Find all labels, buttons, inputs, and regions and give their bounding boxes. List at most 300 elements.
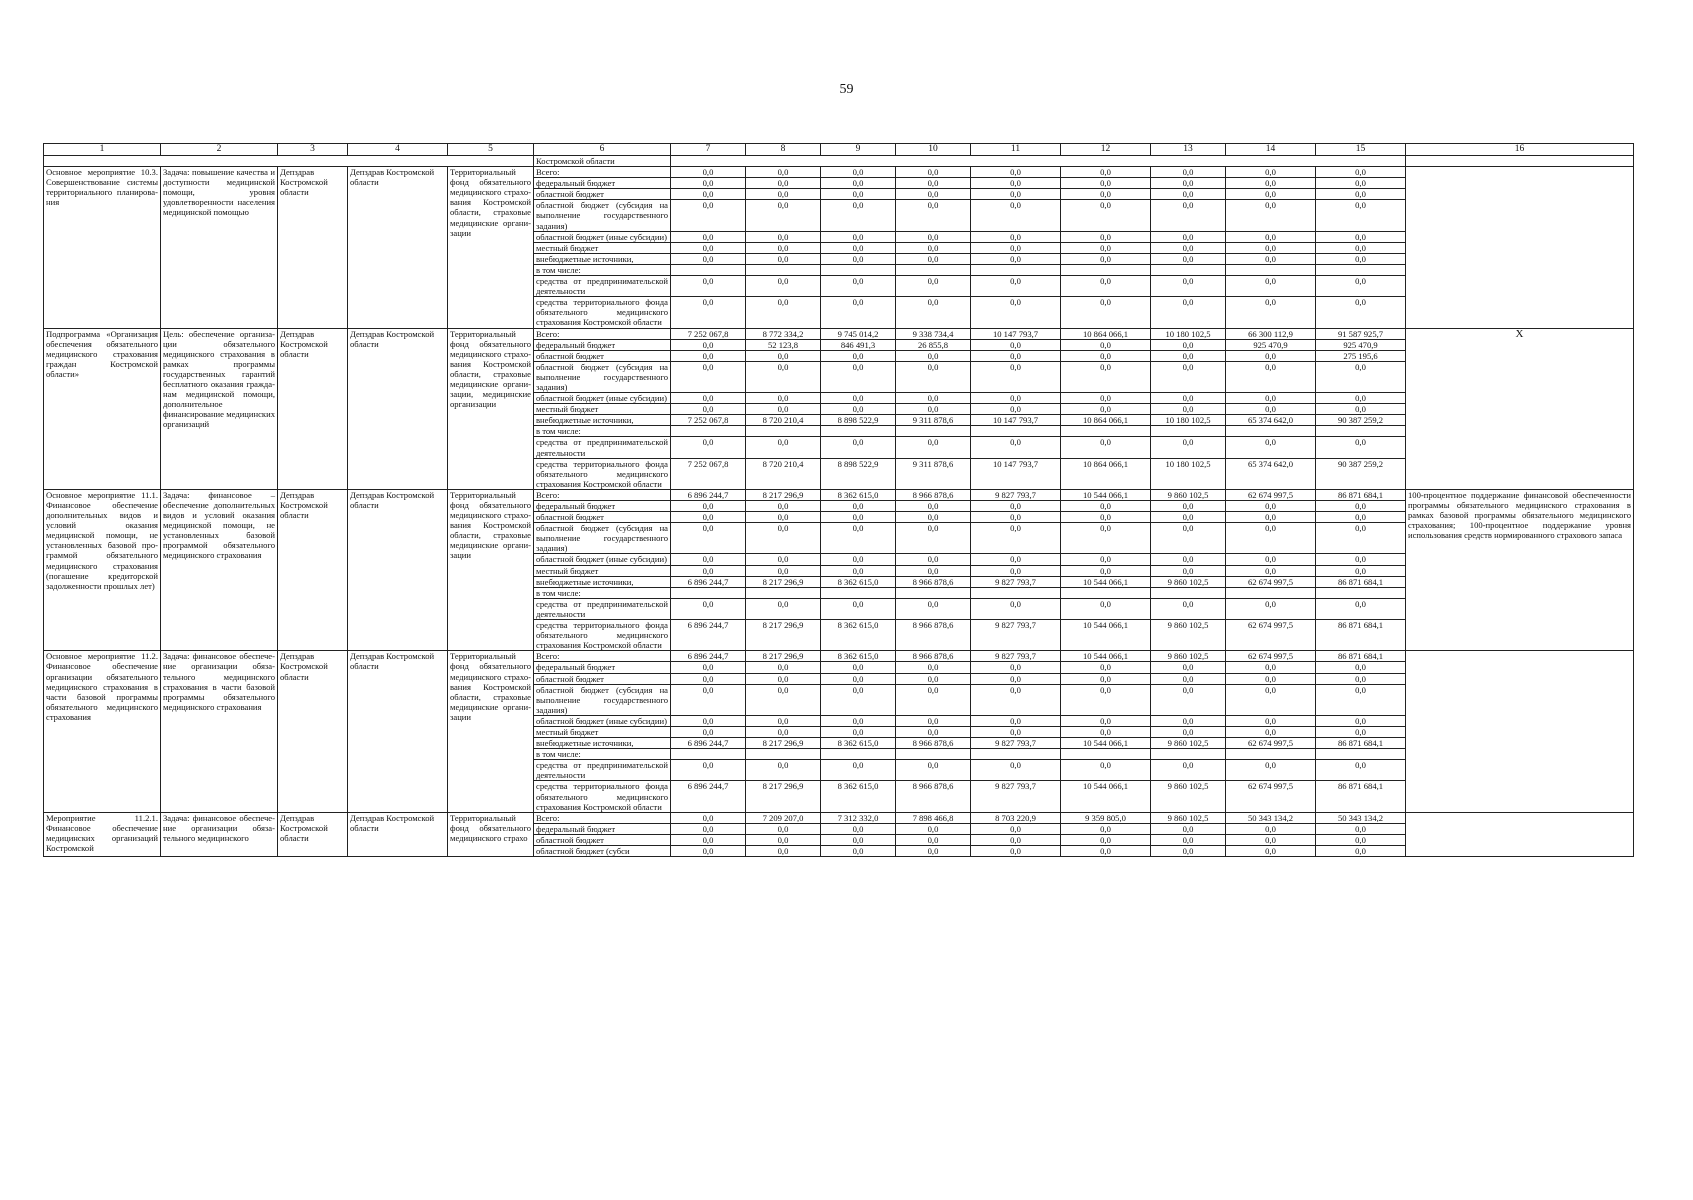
funding-source-cell: местный бюджет [534, 726, 671, 737]
amount-cell: 0,0 [1151, 189, 1226, 200]
amount-cell: 86 871 684,1 [1316, 781, 1406, 812]
amount-cell: 0,0 [1316, 231, 1406, 242]
amount-cell: 50 343 134,2 [1226, 812, 1316, 823]
amount-cell: 0,0 [1316, 565, 1406, 576]
amount-cell: 0,0 [971, 760, 1061, 781]
amount-cell: 0,0 [1061, 662, 1151, 673]
amount-cell [971, 587, 1061, 598]
amount-cell: 0,0 [1226, 523, 1316, 554]
amount-cell: 0,0 [1061, 404, 1151, 415]
amount-cell: 0,0 [971, 523, 1061, 554]
amount-cell: 0,0 [1226, 760, 1316, 781]
amount-cell: 6 896 244,7 [671, 576, 746, 587]
amount-cell: 0,0 [671, 167, 746, 178]
amount-cell: 8 966 878,6 [896, 489, 971, 500]
amount-cell: 0,0 [896, 565, 971, 576]
amount-cell: 10 544 066,1 [1061, 651, 1151, 662]
amount-cell: 0,0 [1151, 253, 1226, 264]
funding-source-cell: местный бюджет [534, 242, 671, 253]
amount-cell: 0,0 [1151, 684, 1226, 715]
amount-cell: 91 587 925,7 [1316, 328, 1406, 339]
amount-cell: 0,0 [821, 178, 896, 189]
amount-cell: 0,0 [1151, 242, 1226, 253]
amount-cell: 0,0 [1226, 253, 1316, 264]
amount-cell: 0,0 [746, 565, 821, 576]
amount-cell: 0,0 [971, 598, 1061, 619]
amount-cell: 6 896 244,7 [671, 738, 746, 749]
amount-cell: 8 966 878,6 [896, 738, 971, 749]
amount-cell: 86 871 684,1 [1316, 576, 1406, 587]
amount-cell [896, 749, 971, 760]
program-name-cell: Основное мероприятие 11.2. Финансовое обеспечение организации обязательного медицинского страхования в части базовой программы обязательного медицинского страхования [44, 651, 161, 812]
amount-cell: 0,0 [896, 404, 971, 415]
amount-cell [971, 264, 1061, 275]
amount-cell: 0,0 [1151, 598, 1226, 619]
amount-cell: 0,0 [746, 231, 821, 242]
expected-result-cell [1406, 812, 1634, 856]
amount-cell: 0,0 [746, 361, 821, 392]
amount-cell: 9 860 102,5 [1151, 489, 1226, 500]
amount-cell: 0,0 [1061, 350, 1151, 361]
amount-cell [1226, 587, 1316, 598]
amount-cell [1316, 426, 1406, 437]
amount-cell: 0,0 [896, 189, 971, 200]
amount-cell: 0,0 [671, 662, 746, 673]
amount-cell: 0,0 [746, 167, 821, 178]
amount-cell: 0,0 [671, 812, 746, 823]
funding-source-cell: средства от предпринимательской деятельности [534, 760, 671, 781]
amount-cell: 0,0 [671, 242, 746, 253]
participants-cell: Территориальный фонд обязательного медицинского страхования Костромской области, страховые медицинские организации, медицинские организации [448, 328, 534, 489]
amount-cell: 8 966 878,6 [896, 781, 971, 812]
amount-cell: 8 217 296,9 [746, 738, 821, 749]
amount-cell: 0,0 [1226, 404, 1316, 415]
amount-cell [1151, 749, 1226, 760]
column-number: 9 [821, 144, 896, 156]
amount-cell: 0,0 [671, 554, 746, 565]
participants-cell: Территориальный фонд обязательного медицинского страхования Костромской области, страховые медицинские организации [448, 489, 534, 650]
amount-cell: 0,0 [896, 523, 971, 554]
column-number: 2 [161, 144, 278, 156]
amount-cell: 0,0 [746, 823, 821, 834]
amount-cell: 0,0 [1226, 501, 1316, 512]
amount-cell: 86 871 684,1 [1316, 738, 1406, 749]
amount-cell: 0,0 [971, 189, 1061, 200]
amount-cell: 0,0 [971, 501, 1061, 512]
amount-cell: 9 860 102,5 [1151, 651, 1226, 662]
amount-cell: 10 147 793,7 [971, 415, 1061, 426]
amount-cell: 62 674 997,5 [1226, 620, 1316, 651]
amount-cell: 8 720 210,4 [746, 415, 821, 426]
amount-cell: 9 827 793,7 [971, 620, 1061, 651]
amount-cell: 0,0 [1061, 512, 1151, 523]
goal-cell: Цель: обеспечение организации обязательного медицинского страхования в рамках программы государственных гарантий бесплатного оказания гражданам медицинской помощи, дополнительное финансирование медицинских организаций [161, 328, 278, 489]
amount-cell: 275 195,6 [1316, 350, 1406, 361]
amount-cell: 0,0 [1151, 726, 1226, 737]
amount-cell: 0,0 [821, 523, 896, 554]
amount-cell: 0,0 [971, 565, 1061, 576]
amount-cell: 0,0 [971, 393, 1061, 404]
amount-cell: 0,0 [971, 276, 1061, 297]
amount-cell: 0,0 [1316, 361, 1406, 392]
amount-cell: 0,0 [671, 231, 746, 242]
amount-cell: 0,0 [1316, 684, 1406, 715]
participants-cell: Территориальный фонд обязательного медицинского страхования Костромской области, страховые медицинские организации [448, 651, 534, 812]
amount-cell: 9 827 793,7 [971, 489, 1061, 500]
amount-cell: 0,0 [671, 715, 746, 726]
amount-cell: 0,0 [821, 823, 896, 834]
amount-cell: 0,0 [821, 393, 896, 404]
amount-cell: 9 827 793,7 [971, 738, 1061, 749]
executor-cell: Депздрав Костромской области [278, 167, 348, 328]
amount-cell: 0,0 [746, 523, 821, 554]
amount-cell: 86 871 684,1 [1316, 651, 1406, 662]
program-name-cell: Подпрограмма «Организация обеспечения обязательного медицинского страхования граждан Костромской области» [44, 328, 161, 489]
executor-cell: Депздрав Костромской области [278, 651, 348, 812]
amount-cell: 8 362 615,0 [821, 781, 896, 812]
amount-cell: 0,0 [971, 512, 1061, 523]
amount-cell: 0,0 [746, 200, 821, 231]
amount-cell: 0,0 [746, 501, 821, 512]
amount-cell: 0,0 [1316, 554, 1406, 565]
budget-row [44, 328, 1634, 339]
amount-cell: 0,0 [821, 253, 896, 264]
budget-row [44, 812, 1634, 823]
amount-cell: 10 864 066,1 [1061, 415, 1151, 426]
amount-cell: 0,0 [821, 715, 896, 726]
amount-cell: 0,0 [1151, 393, 1226, 404]
amount-cell: 0,0 [896, 276, 971, 297]
amount-cell: 8 898 522,9 [821, 415, 896, 426]
amount-cell: 0,0 [821, 834, 896, 845]
amount-cell: 8 362 615,0 [821, 738, 896, 749]
column-number: 4 [348, 144, 448, 156]
amount-cell: 0,0 [671, 297, 746, 328]
amount-cell: 8 362 615,0 [821, 620, 896, 651]
amount-cell: 0,0 [1226, 565, 1316, 576]
amount-cell [746, 426, 821, 437]
amount-cell: 0,0 [746, 242, 821, 253]
amount-cell: 0,0 [1226, 846, 1316, 857]
amount-cell: 0,0 [671, 565, 746, 576]
amount-cell: 0,0 [671, 760, 746, 781]
column-number: 10 [896, 144, 971, 156]
amount-cell: 0,0 [1061, 276, 1151, 297]
funding-source-cell: средства территориального фонда обязательного медицинского страхования Костромской области [534, 620, 671, 651]
amount-cell: 0,0 [971, 361, 1061, 392]
amount-cell: 0,0 [896, 501, 971, 512]
column-number: 7 [671, 144, 746, 156]
amount-cell [1316, 587, 1406, 598]
column-number: 12 [1061, 144, 1151, 156]
amount-cell: 65 374 642,0 [1226, 458, 1316, 489]
executor-cell: Депздрав Костромской области [278, 489, 348, 650]
amount-cell: 0,0 [1061, 297, 1151, 328]
amount-cell: 0,0 [671, 598, 746, 619]
amount-cell: 7 898 466,8 [896, 812, 971, 823]
amount-cell: 0,0 [1316, 823, 1406, 834]
coexecutor-cell: Депздрав Костромской области [348, 651, 448, 812]
amount-cell: 0,0 [821, 726, 896, 737]
amount-cell: 0,0 [1226, 437, 1316, 458]
amount-cell: 0,0 [971, 673, 1061, 684]
amount-cell: 0,0 [821, 565, 896, 576]
amount-cell: 0,0 [1151, 760, 1226, 781]
goal-cell: Задача: финансовое обеспечение организации обязательного медицинского страхования в части базовой программы обязательного медицинского страхования [161, 651, 278, 812]
amount-cell: 0,0 [1316, 598, 1406, 619]
funding-source-cell: областной бюджет (субси [534, 846, 671, 857]
amount-cell [896, 587, 971, 598]
amount-cell: 0,0 [1061, 598, 1151, 619]
amount-cell: 0,0 [1316, 167, 1406, 178]
amount-cell: 0,0 [746, 178, 821, 189]
amount-cell: 0,0 [821, 361, 896, 392]
amount-cell: 8 217 296,9 [746, 781, 821, 812]
amount-cell [821, 749, 896, 760]
amount-cell: 0,0 [971, 253, 1061, 264]
amount-cell [671, 264, 746, 275]
budget-table [43, 143, 1634, 857]
amount-cell: 0,0 [1316, 178, 1406, 189]
amount-cell: 0,0 [671, 178, 746, 189]
amount-cell: 0,0 [1316, 715, 1406, 726]
amount-cell: 0,0 [1061, 437, 1151, 458]
funding-source-cell: местный бюджет [534, 565, 671, 576]
amount-cell: 0,0 [1061, 554, 1151, 565]
funding-source-cell: областной бюджет (субсидия на выполнение государственного задания) [534, 684, 671, 715]
amount-cell: 10 544 066,1 [1061, 738, 1151, 749]
coexecutor-cell: Депздрав Костромской области [348, 489, 448, 650]
amount-cell: 0,0 [971, 231, 1061, 242]
amount-cell: 0,0 [1226, 715, 1316, 726]
funding-source-cell: федеральный бюджет [534, 339, 671, 350]
amount-cell: 0,0 [821, 846, 896, 857]
amount-cell: 0,0 [1061, 726, 1151, 737]
funding-source-cell: федеральный бюджет [534, 501, 671, 512]
amount-cell: 0,0 [1226, 554, 1316, 565]
amount-cell: 0,0 [671, 846, 746, 857]
amount-cell: 0,0 [671, 523, 746, 554]
amount-cell: 86 871 684,1 [1316, 489, 1406, 500]
column-number: 8 [746, 144, 821, 156]
executor-cell: Депздрав Костромской области [278, 812, 348, 856]
amount-cell [746, 264, 821, 275]
amount-cell: 0,0 [821, 662, 896, 673]
carry-over-row [44, 156, 1634, 167]
funding-source-cell: в том числе: [534, 749, 671, 760]
amount-cell: 50 343 134,2 [1316, 812, 1406, 823]
amount-cell: 7 252 067,8 [671, 415, 746, 426]
amount-cell: 0,0 [1151, 565, 1226, 576]
amount-cell: 0,0 [1316, 404, 1406, 415]
amount-cell: 0,0 [1226, 512, 1316, 523]
amount-cell: 0,0 [746, 437, 821, 458]
amount-cell [971, 749, 1061, 760]
amount-cell: 0,0 [1151, 200, 1226, 231]
amount-cell: 0,0 [671, 200, 746, 231]
amount-cell: 0,0 [746, 297, 821, 328]
amount-cell: 0,0 [671, 276, 746, 297]
funding-source-cell: средства от предпринимательской деятельности [534, 437, 671, 458]
amount-cell: 0,0 [1226, 684, 1316, 715]
amount-cell: 0,0 [1151, 339, 1226, 350]
amount-cell [896, 264, 971, 275]
amount-cell [1061, 426, 1151, 437]
funding-source-cell: средства от предпринимательской деятельности [534, 276, 671, 297]
amount-cell: 0,0 [1226, 242, 1316, 253]
amount-cell: 0,0 [896, 253, 971, 264]
amount-cell: 0,0 [671, 189, 746, 200]
amount-cell: 0,0 [1061, 501, 1151, 512]
funding-source-cell: областной бюджет [534, 350, 671, 361]
amount-cell: 0,0 [1226, 823, 1316, 834]
amount-cell: 0,0 [896, 598, 971, 619]
amount-cell: 0,0 [746, 393, 821, 404]
amount-cell: 0,0 [1226, 393, 1316, 404]
goal-cell: Задача: финансовое обеспечение организации обязательного медицинского [161, 812, 278, 856]
amount-cell: 0,0 [971, 242, 1061, 253]
amount-cell: 0,0 [1151, 178, 1226, 189]
funding-source-cell: областной бюджет (иные субсидии) [534, 393, 671, 404]
column-number: 15 [1316, 144, 1406, 156]
expected-result-cell [1406, 651, 1634, 812]
amount-cell: 0,0 [1061, 178, 1151, 189]
executor-cell: Депздрав Костромской области [278, 328, 348, 489]
amount-cell: 9 860 102,5 [1151, 620, 1226, 651]
amount-cell: 0,0 [671, 834, 746, 845]
amount-cell: 9 827 793,7 [971, 781, 1061, 812]
column-number: 16 [1406, 144, 1634, 156]
amount-cell: 0,0 [1151, 276, 1226, 297]
column-number: 13 [1151, 144, 1226, 156]
amount-cell: 0,0 [821, 598, 896, 619]
amount-cell: 0,0 [746, 715, 821, 726]
funding-source-cell: Всего: [534, 489, 671, 500]
amount-cell: 0,0 [1316, 242, 1406, 253]
amount-cell: 0,0 [1316, 726, 1406, 737]
amount-cell [671, 587, 746, 598]
program-name-cell: Мероприятие 11.2.1. Финансовое обеспечение медицинских организаций Костромской [44, 812, 161, 856]
amount-cell: 0,0 [671, 673, 746, 684]
amount-cell: 0,0 [1151, 404, 1226, 415]
amount-cell: 10 864 066,1 [1061, 328, 1151, 339]
expected-result-cell: X [1406, 328, 1634, 489]
amount-cell: 0,0 [1061, 242, 1151, 253]
amount-cell: 0,0 [821, 512, 896, 523]
amount-cell: 0,0 [671, 350, 746, 361]
amount-cell: 90 387 259,2 [1316, 458, 1406, 489]
amount-cell: 0,0 [671, 437, 746, 458]
amount-cell: 0,0 [671, 512, 746, 523]
amount-cell [1151, 264, 1226, 275]
amount-cell: 0,0 [671, 393, 746, 404]
amount-cell: 10 864 066,1 [1061, 458, 1151, 489]
amount-cell [971, 426, 1061, 437]
funding-source-cell: федеральный бюджет [534, 178, 671, 189]
amount-cell: 0,0 [821, 297, 896, 328]
coexecutor-cell: Депздрав Костромской области [348, 328, 448, 489]
amount-cell: 0,0 [1316, 189, 1406, 200]
funding-source-cell: областной бюджет (субсидия на выполнение государственного задания) [534, 523, 671, 554]
coexecutor-cell: Депздрав Костромской области [348, 167, 448, 328]
funding-source-cell: средства от предпринимательской деятельности [534, 598, 671, 619]
amount-cell: 0,0 [1226, 662, 1316, 673]
amount-cell: 0,0 [1316, 253, 1406, 264]
amount-cell [1061, 264, 1151, 275]
amount-cell: 925 470,9 [1226, 339, 1316, 350]
amount-cell: 8 966 878,6 [896, 651, 971, 662]
amount-cell: 0,0 [1316, 276, 1406, 297]
amount-cell: 0,0 [1061, 393, 1151, 404]
amount-cell [1226, 426, 1316, 437]
amount-cell: 0,0 [746, 189, 821, 200]
funding-source-cell: федеральный бюджет [534, 662, 671, 673]
amount-cell [1151, 426, 1226, 437]
amount-cell: 0,0 [1226, 178, 1316, 189]
funding-source-cell: областной бюджет [534, 673, 671, 684]
amount-cell: 0,0 [1061, 673, 1151, 684]
amount-cell: 0,0 [971, 846, 1061, 857]
amount-cell: 6 896 244,7 [671, 620, 746, 651]
amount-cell: 65 374 642,0 [1226, 415, 1316, 426]
amount-cell: 0,0 [1226, 276, 1316, 297]
amount-cell: 0,0 [896, 662, 971, 673]
expected-result-cell: 100-процентное поддержание финансовой обеспеченности программы обязательного медицинского страхования в рамках базовой программы обязательного медицинского страхования; 100-процентное поддержание уровня использования средств нормированного страхового запаса [1406, 489, 1634, 650]
amount-cell: 0,0 [1151, 297, 1226, 328]
amount-cell: 0,0 [671, 253, 746, 264]
funding-source-cell: внебюджетные источники, [534, 415, 671, 426]
amount-cell: 0,0 [821, 350, 896, 361]
amount-cell: 0,0 [1061, 834, 1151, 845]
amount-cell: 0,0 [1061, 565, 1151, 576]
amount-cell: 0,0 [896, 673, 971, 684]
amount-cell: 0,0 [971, 684, 1061, 715]
amount-cell: 62 674 997,5 [1226, 489, 1316, 500]
amount-cell: 0,0 [821, 673, 896, 684]
amount-cell: 925 470,9 [1316, 339, 1406, 350]
funding-source-cell: областной бюджет [534, 512, 671, 523]
amount-cell: 26 855,8 [896, 339, 971, 350]
amount-cell [1226, 264, 1316, 275]
amount-cell: 0,0 [1316, 662, 1406, 673]
amount-cell: 0,0 [671, 361, 746, 392]
amount-cell: 66 300 112,9 [1226, 328, 1316, 339]
amount-cell: 0,0 [971, 178, 1061, 189]
amount-cell: 8 217 296,9 [746, 489, 821, 500]
amount-cell [1061, 587, 1151, 598]
amount-cell: 0,0 [821, 437, 896, 458]
amount-cell: 0,0 [671, 501, 746, 512]
amount-cell: 0,0 [896, 726, 971, 737]
amount-cell: 0,0 [1061, 189, 1151, 200]
amount-cell: 0,0 [1061, 361, 1151, 392]
goal-cell: Задача: повышение качества и доступности медицинской помощи, уровня удовлетворенности населения медицинской помощью [161, 167, 278, 328]
amount-cell: 62 674 997,5 [1226, 651, 1316, 662]
amount-cell: 0,0 [971, 662, 1061, 673]
funding-source-cell: в том числе: [534, 587, 671, 598]
amount-cell: 10 180 102,5 [1151, 328, 1226, 339]
amount-cell: 0,0 [896, 684, 971, 715]
amount-cell: 0,0 [971, 297, 1061, 328]
participants-cell: Территориальный фонд обязательного медицинского страхо [448, 812, 534, 856]
amount-cell: 8 703 220,9 [971, 812, 1061, 823]
amount-cell: 0,0 [746, 253, 821, 264]
budget-row [44, 489, 1634, 500]
amount-cell: 0,0 [1151, 512, 1226, 523]
amount-cell: 8 362 615,0 [821, 576, 896, 587]
funding-source-cell: Всего: [534, 167, 671, 178]
amount-cell: 0,0 [746, 684, 821, 715]
